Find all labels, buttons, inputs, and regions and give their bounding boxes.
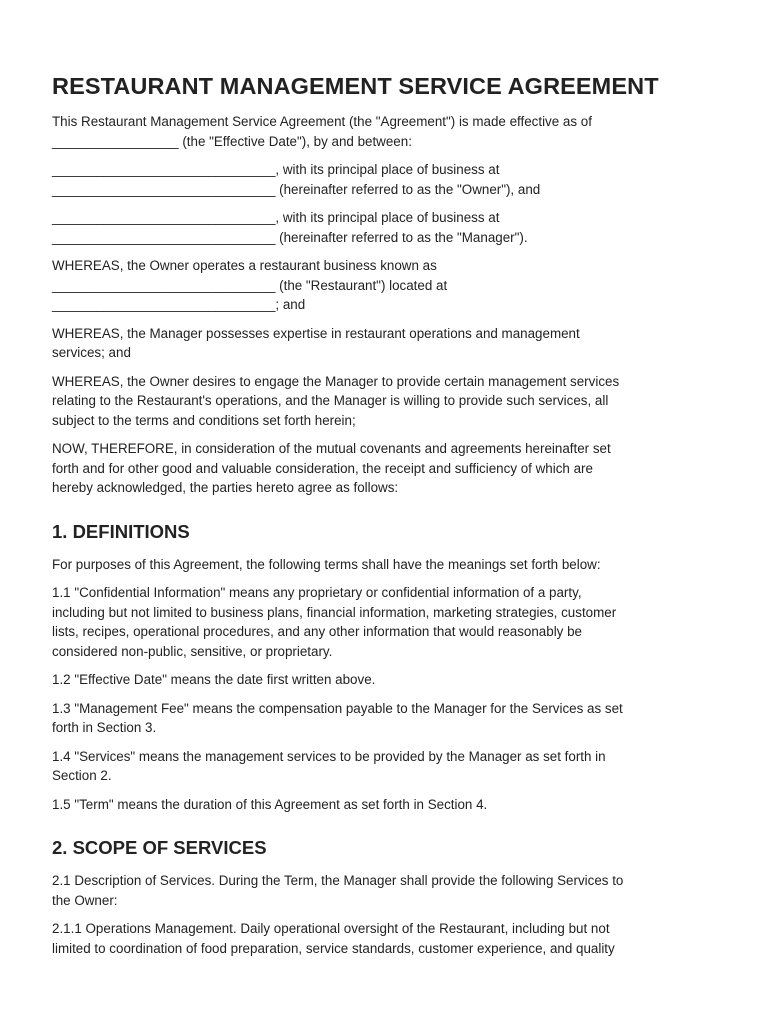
text-line: _________________ (the "Effective Date"), by and between:	[52, 133, 412, 149]
manager-party-paragraph	[52, 208, 724, 247]
whereas-restaurant-paragraph	[52, 256, 724, 315]
text-line: limited to coordination of food preparation, service standards, customer experience, and quality	[52, 940, 615, 956]
whereas-expertise-paragraph	[52, 324, 724, 363]
text-line: 1.5 "Term" means the duration of this Agreement as set forth in Section 4.	[52, 796, 488, 812]
text-line: This Restaurant Management Service Agreement (the "Agreement") is made effective as of	[52, 114, 592, 129]
owner-party-paragraph	[52, 160, 724, 199]
text-line: For purposes of this Agreement, the following terms shall have the meanings set forth below:	[52, 556, 601, 572]
text-line: relating to the Restaurant's operations, and the Manager is willing to provide such services, all	[52, 393, 609, 408]
text-line: 1.2 "Effective Date" means the date first written above.	[52, 672, 376, 687]
now-therefore-paragraph	[52, 439, 724, 498]
text-line: 1.1 "Confidential Information" means any proprietary or confidential information of a party,	[52, 585, 582, 600]
text-line: WHEREAS, the Owner desires to engage the Manager to provide certain management services	[52, 373, 620, 389]
text-line: 1.4 "Services" means the management services to be provided by the Manager as set forth in	[52, 748, 606, 764]
definition-effective-date	[52, 670, 724, 690]
text-line: including but not limited to business plans, financial information, marketing strategies, customer	[52, 604, 617, 620]
section-heading-scope-of-services: 2. SCOPE OF SERVICES	[52, 837, 267, 858]
definitions-intro-paragraph	[52, 555, 724, 575]
text-line: Section 2.	[52, 768, 112, 783]
text-line: subject to the terms and conditions set forth herein;	[52, 412, 356, 428]
text-line: considered non-public, sensitive, or proprietary.	[52, 643, 333, 659]
text-line: NOW, THEREFORE, in consideration of the mutual covenants and agreements hereinafter set	[52, 441, 611, 456]
definition-confidential-information	[52, 583, 724, 661]
definition-services	[52, 747, 724, 786]
text-line: ______________________________; and	[52, 297, 306, 312]
text-line: services; and	[52, 345, 131, 360]
text-line: ______________________________ (hereinafter referred to as the "Owner"), and	[52, 181, 541, 197]
document-title: RESTAURANT MANAGEMENT SERVICE AGREEMENT	[52, 73, 659, 99]
text-line: ______________________________ (hereinafter referred to as the "Manager").	[52, 229, 528, 245]
text-line: hereby acknowledged, the parties hereto agree as follows:	[52, 480, 399, 495]
operations-management-paragraph	[52, 919, 724, 958]
text-line: 2.1.1 Operations Management. Daily operational oversight of the Restaurant, including but not	[52, 921, 610, 936]
document-page	[52, 72, 724, 958]
whereas-engage-paragraph	[52, 372, 724, 431]
text-line: forth and for other good and valuable consideration, the receipt and sufficiency of which are	[52, 460, 593, 476]
text-line: lists, recipes, operational procedures, and any other information that would reasonably be	[52, 624, 582, 639]
section-heading-definitions: 1. DEFINITIONS	[52, 520, 190, 542]
text-line: ______________________________, with its principal place of business at	[52, 210, 500, 225]
text-line: ______________________________, with its principal place of business at	[52, 162, 500, 177]
text-line: ______________________________ (the "Restaurant") located at	[52, 277, 448, 293]
text-line: WHEREAS, the Owner operates a restaurant business known as	[52, 258, 437, 273]
intro-paragraph-1	[52, 112, 724, 151]
text-line: 1.3 "Management Fee" means the compensation payable to the Manager for the Services as set	[52, 700, 623, 716]
definition-term	[52, 795, 724, 815]
services-description-paragraph	[52, 871, 724, 910]
text-line: forth in Section 3.	[52, 720, 157, 735]
text-line: 2.1 Description of Services. During the Term, the Manager shall provide the following Services to	[52, 873, 624, 888]
text-line: the Owner:	[52, 892, 118, 908]
definition-management-fee	[52, 699, 724, 738]
text-line: WHEREAS, the Manager possesses expertise in restaurant operations and management	[52, 325, 580, 341]
